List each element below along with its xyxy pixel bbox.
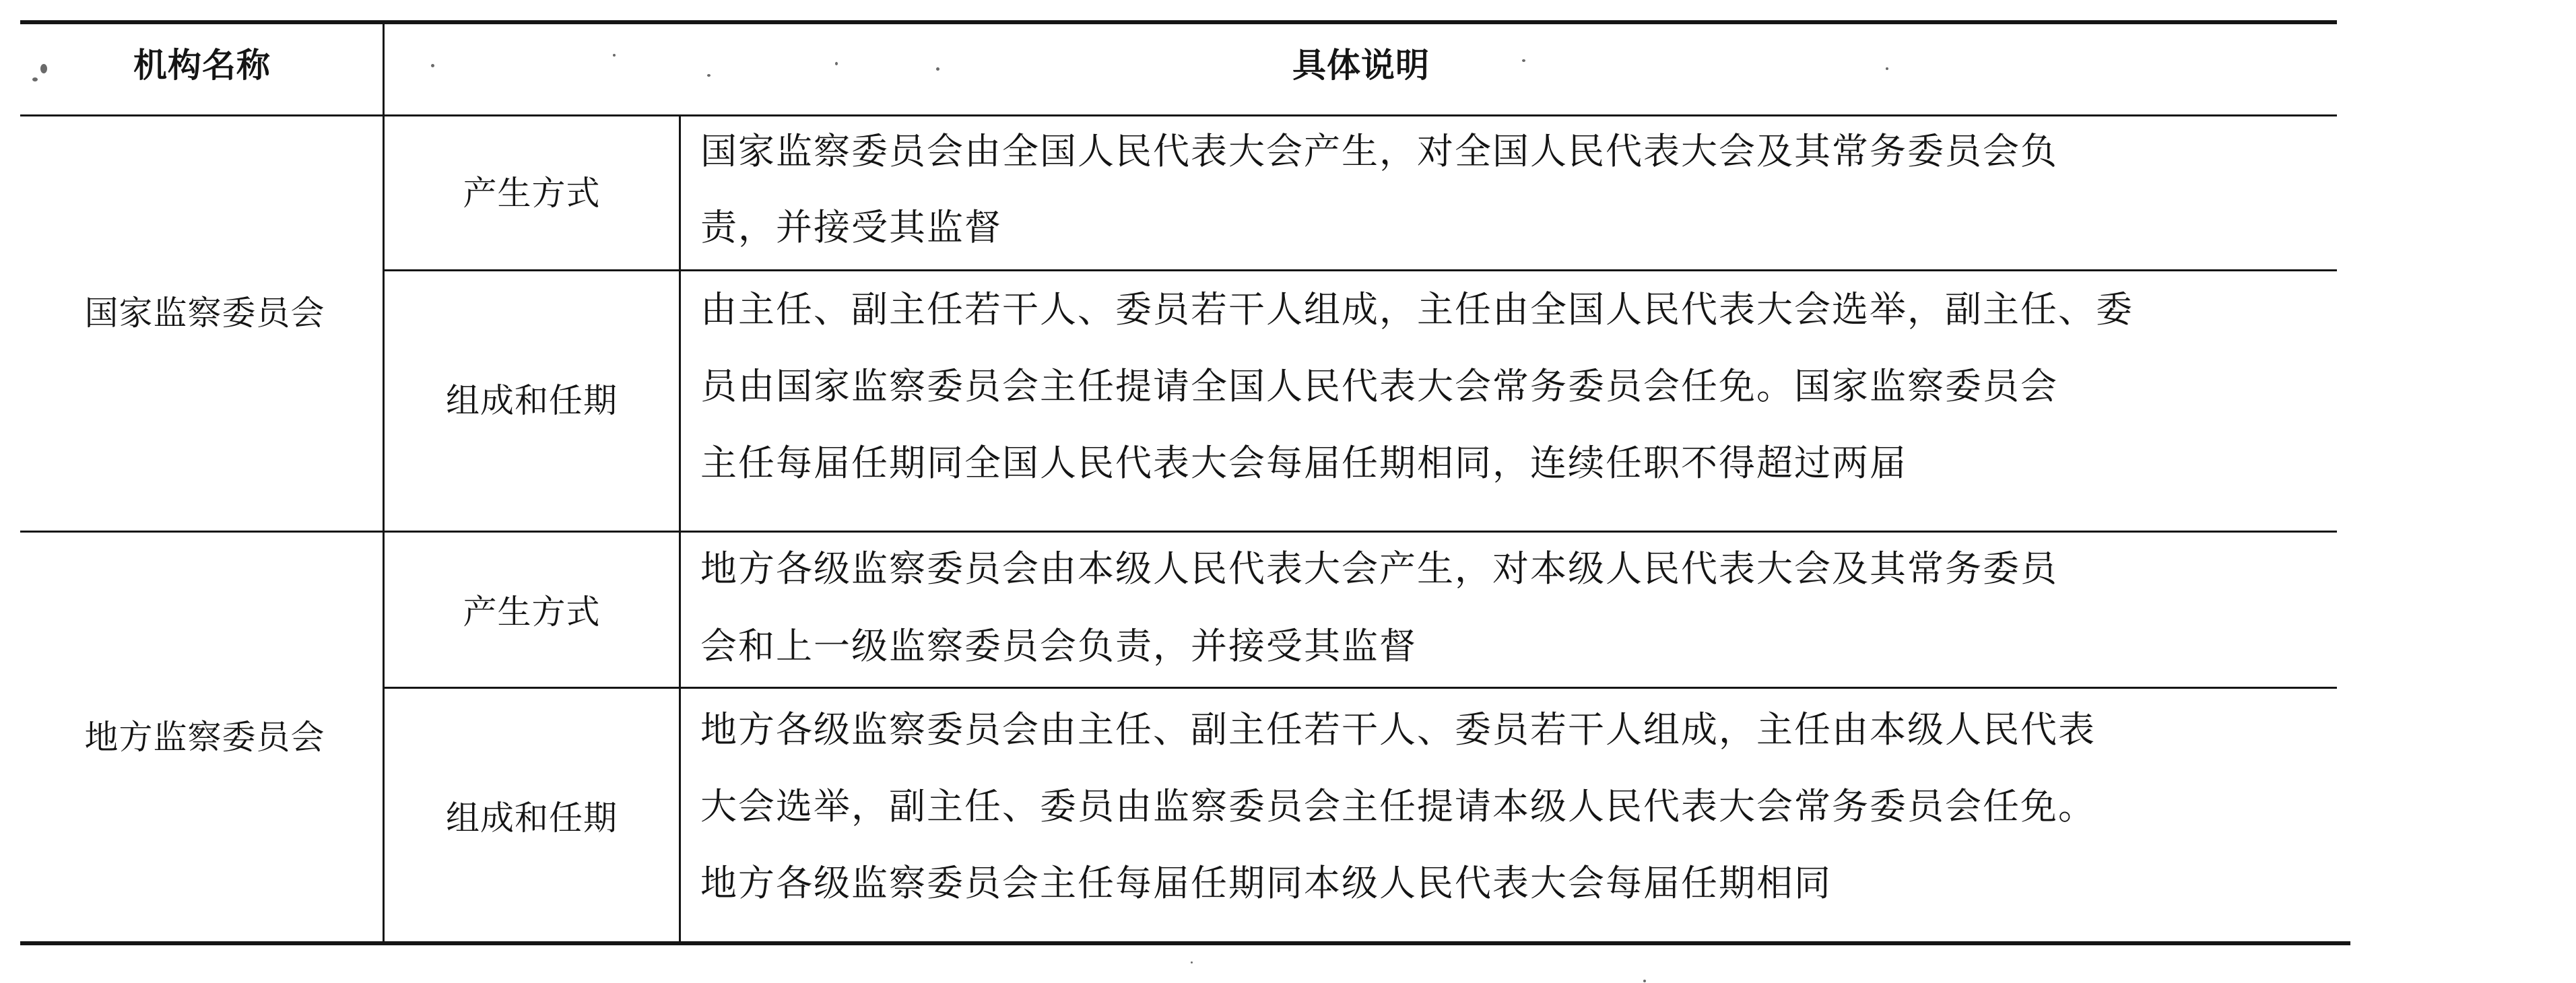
desc-local-formation-line-1: 地方各级监察委员会由本级人民代表大会产生，对本级人民代表大会及其常务委员 bbox=[700, 547, 2058, 590]
aspect-local-formation: 产生方式 bbox=[463, 592, 601, 632]
scan-speck bbox=[1643, 980, 1646, 982]
header-bottom-rule bbox=[20, 114, 2337, 116]
row-divider-local-1 bbox=[384, 687, 2337, 689]
header-org-name: 机构名称 bbox=[133, 46, 271, 85]
scan-speck bbox=[1522, 59, 1525, 62]
org-name-local: 地方监察委员会 bbox=[84, 718, 325, 757]
scan-speck bbox=[1191, 961, 1193, 963]
desc-national-composition-line-1: 由主任、副主任若干人、委员若干人组成，主任由全国人民代表大会选举，副主任、委 bbox=[700, 288, 2134, 331]
desc-national-composition-line-3: 主任每届任期同全国人民代表大会每届任期相同，连续任职不得超过两届 bbox=[700, 442, 1907, 484]
desc-national-formation-line-2: 责，并接受其监督 bbox=[700, 206, 1002, 248]
org-name-national: 国家监察委员会 bbox=[84, 294, 325, 333]
scan-speck bbox=[835, 62, 838, 65]
scan-speck bbox=[613, 54, 616, 57]
aspect-national-composition: 组成和任期 bbox=[446, 381, 618, 420]
aspect-local-composition: 组成和任期 bbox=[446, 799, 618, 838]
header-details: 具体说明 bbox=[1292, 46, 1430, 85]
bottom-rule bbox=[20, 941, 2350, 945]
desc-national-formation-line-1: 国家监察委员会由全国人民代表大会产生，对全国人民代表大会及其常务委员会负 bbox=[700, 130, 2058, 172]
scan-speck bbox=[936, 67, 939, 71]
scan-speck bbox=[40, 64, 47, 73]
scan-speck bbox=[707, 74, 711, 77]
section-divider bbox=[20, 531, 2337, 533]
scan-speck bbox=[431, 64, 434, 67]
desc-local-composition-line-2: 大会选举，副主任、委员由监察委员会主任提请本级人民代表大会常务委员会任免。 bbox=[700, 785, 2096, 827]
aspect-national-formation: 产生方式 bbox=[463, 174, 601, 213]
scan-speck bbox=[32, 77, 38, 81]
top-rule bbox=[20, 20, 2337, 24]
desc-local-composition-line-3: 地方各级监察委员会主任每届任期同本级人民代表大会每届任期相同 bbox=[700, 862, 1832, 904]
col-divider-2 bbox=[679, 114, 681, 944]
desc-local-composition-line-1: 地方各级监察委员会由主任、副主任若干人、委员若干人组成，主任由本级人民代表 bbox=[700, 708, 2096, 751]
scan-speck bbox=[1886, 67, 1888, 70]
row-divider-national-1 bbox=[384, 269, 2337, 271]
desc-national-composition-line-2: 员由国家监察委员会主任提请全国人民代表大会常务委员会任免。国家监察委员会 bbox=[700, 365, 2058, 407]
desc-local-formation-line-2: 会和上一级监察委员会负责，并接受其监督 bbox=[700, 625, 1417, 667]
institution-table bbox=[27, 20, 2364, 963]
